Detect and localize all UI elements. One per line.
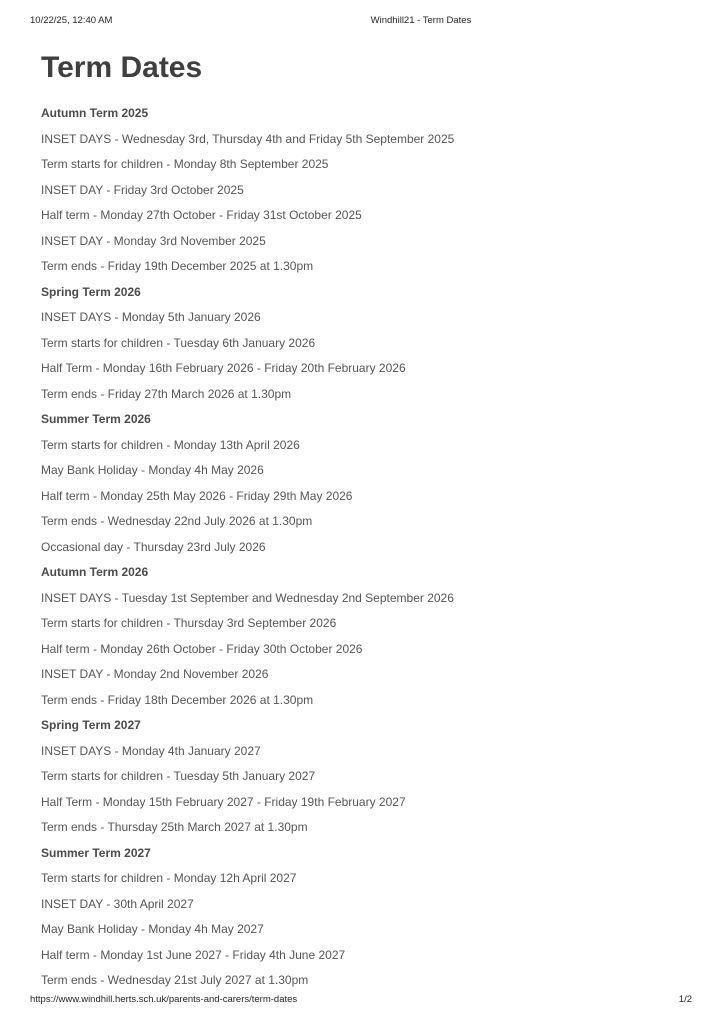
term-date-line: Half term - Monday 27th October - Friday 31st October 2025 (41, 208, 362, 222)
section-spring-term-2027 (41, 713, 694, 841)
term-date-line: Half Term - Monday 16th February 2026 - Friday 20th February 2026 (41, 361, 406, 375)
section-heading: Spring Term 2027 (41, 718, 141, 732)
term-date-line: INSET DAYS - Wednesday 3rd, Thursday 4th and Friday 5th September 2025 (41, 131, 455, 146)
term-date-line: Term starts for children - Monday 12h April 2027 (41, 871, 297, 885)
term-date-line: Term starts for children - Thursday 3rd September 2026 (41, 616, 337, 630)
term-date-line: Term starts for children - Monday 8th September 2025 (41, 157, 329, 171)
section-autumn-term-2026 (41, 560, 694, 713)
term-date-line: May Bank Holiday - Monday 4h May 2027 (41, 922, 264, 936)
term-date-line: Half term - Monday 1st June 2027 - Friday 4th June 2027 (41, 947, 346, 962)
term-date-line: INSET DAY - 30th April 2027 (41, 896, 194, 911)
term-date-line: INSET DAY - Monday 3rd November 2025 (41, 233, 266, 248)
term-date-line: Term ends - Wednesday 21st July 2027 at 1.30pm (41, 973, 309, 987)
term-date-line: INSET DAY - Monday 2nd November 2026 (41, 667, 269, 681)
term-date-line: INSET DAYS - Tuesday 1st September and Wednesday 2nd September 2026 (41, 590, 454, 605)
term-date-line: INSET DAYS - Monday 4th January 2027 (41, 743, 261, 758)
section-summer-term-2027 (41, 841, 694, 994)
term-date-line: May Bank Holiday - Monday 4h May 2026 (41, 463, 264, 477)
section-heading: Autumn Term 2026 (41, 565, 149, 579)
term-date-line: Term ends - Friday 19th December 2025 at 1.30pm (41, 259, 314, 273)
term-date-line: Term starts for children - Tuesday 6th January 2026 (41, 335, 316, 350)
term-date-line: Occasional day - Thursday 23rd July 2026 (41, 539, 266, 554)
section-summer-term-2026 (41, 407, 694, 560)
term-date-line: Term starts for children - Monday 13th April 2026 (41, 437, 300, 452)
section-heading: Summer Term 2026 (41, 412, 151, 426)
term-date-line: Half term - Monday 25th May 2026 - Friday 29th May 2026 (41, 488, 353, 503)
page-title: Term Dates (41, 51, 203, 84)
print-footer-page-number: 1/2 (678, 994, 692, 1005)
print-header-title: Windhill21 - Term Dates (370, 15, 472, 26)
print-header-datetime: 10/22/25, 12:40 AM (30, 15, 113, 26)
term-date-line: Term ends - Wednesday 22nd July 2026 at 1.30pm (41, 514, 313, 528)
section-heading: Spring Term 2026 (41, 284, 141, 299)
section-spring-term-2026 (41, 280, 694, 408)
term-date-line: Term ends - Thursday 25th March 2027 at 1.30pm (41, 820, 308, 834)
term-date-line: Half Term - Monday 15th February 2027 - Friday 19th February 2027 (41, 794, 406, 809)
term-date-line: Half term - Monday 26th October - Friday 30th October 2026 (41, 641, 363, 656)
term-date-line: INSET DAY - Friday 3rd October 2025 (41, 182, 244, 197)
section-heading: Summer Term 2027 (41, 845, 151, 860)
term-date-line: INSET DAYS - Monday 5th January 2026 (41, 310, 261, 324)
term-date-line: Term ends - Friday 18th December 2026 at 1.30pm (41, 692, 314, 707)
document-content (41, 0, 694, 994)
print-footer-url: https://www.windhill.herts.sch.uk/parents-and-carers/term-dates (30, 994, 298, 1005)
term-date-line: Term starts for children - Tuesday 5th January 2027 (41, 769, 316, 783)
section-heading: Autumn Term 2025 (41, 106, 149, 120)
section-autumn-term-2025 (41, 101, 694, 280)
term-date-line: Term ends - Friday 27th March 2026 at 1.30pm (41, 386, 292, 401)
